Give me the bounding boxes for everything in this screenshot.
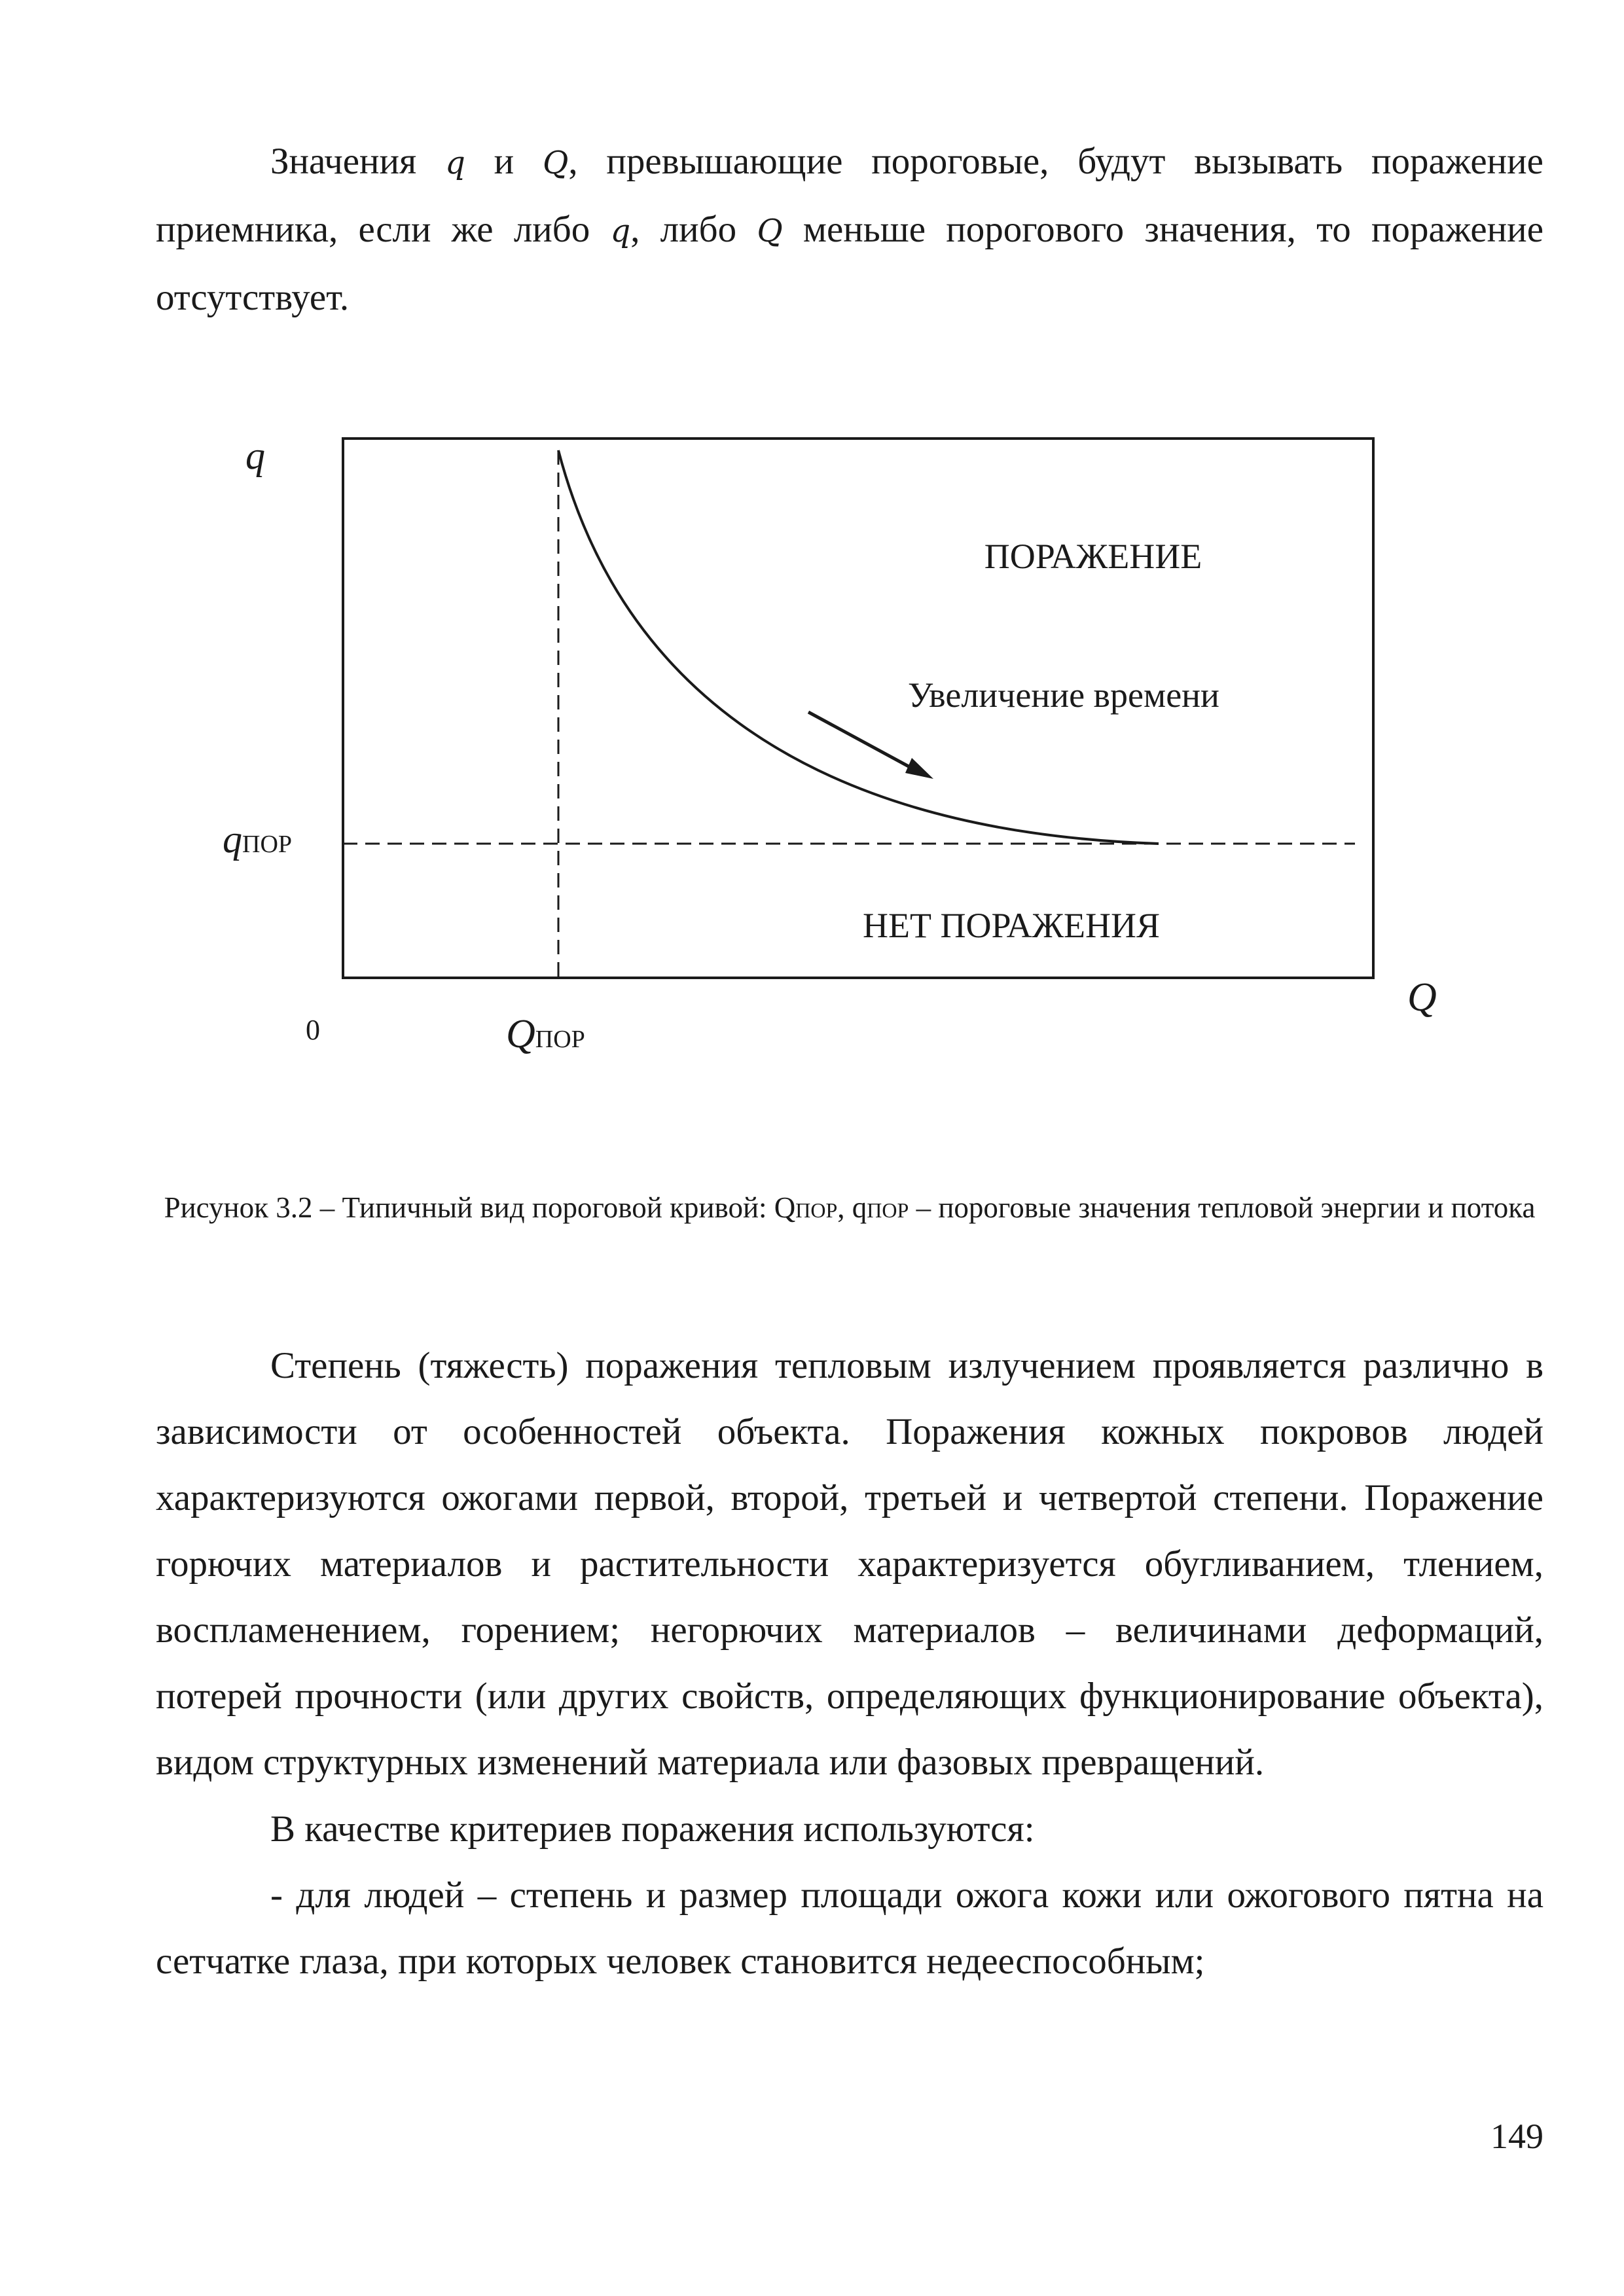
criteria-people-paragraph: - для людей – степень и размер площади ожога кожи или ожогового пятна на сетчатке глаза, при которых человек становится недееспособным; (156, 1874, 1543, 1982)
threshold-curve (558, 450, 1159, 844)
text-fragment: , либо (630, 209, 757, 250)
criteria-intro-paragraph: В качестве критериев поражения используются: (270, 1808, 1035, 1850)
q-threshold-label: qПОР (223, 817, 293, 861)
caption-text: , q (837, 1191, 867, 1224)
time-increase-label: Увеличение времени (908, 675, 1219, 715)
x-axis-label: Q (1407, 975, 1437, 1020)
text-fragment: и (465, 141, 543, 182)
text-fragment: меньше порогового значения, то поражение отсутствует. (156, 209, 1543, 318)
caption-subscript: ПОР (867, 1198, 909, 1222)
damage-severity-paragraph: Степень (тяжесть) поражения тепловым излучением проявляется различно в зависимости от особенностей объекта. Поражения кожных покровов людей характеризуются ожогами первой, второй, третьей и четвертой степени. Поражение горючих материалов и растительности характеризуется обугливанием, тлением, воспламенением, горением; негорючих материалов – величинами деформаций, потерей прочности (или других свойств, определяющих функционирование объекта), видом структурных изменений материала или фазовых превращений. (156, 1345, 1543, 1783)
time-increase-arrow (808, 712, 910, 767)
damage-region-label: ПОРАЖЕНИЕ (984, 537, 1202, 576)
page-number: 149 (1490, 2117, 1543, 2156)
figure-caption (156, 1190, 1543, 1229)
no-damage-region-label: НЕТ ПОРАЖЕНИЯ (863, 906, 1160, 945)
caption-text: – пороговые значения тепловой энергии и потока (909, 1191, 1536, 1224)
text-fragment: Значения (270, 141, 446, 182)
origin-label: 0 (306, 1014, 320, 1046)
text-fragment: , превышающие пороговые, будут вызывать поражение приемника, если же либо (156, 141, 1543, 250)
symbol-Q: Q (542, 145, 569, 181)
symbol-q: q (445, 145, 465, 181)
symbol-Q: Q (757, 213, 783, 249)
y-axis-label: q (245, 434, 265, 477)
Q-threshold-label: QПОР (506, 1012, 585, 1056)
caption-text: Рисунок 3.2 – Типичный вид пороговой кривой: Q (164, 1191, 796, 1224)
caption-subscript: ПОР (795, 1198, 838, 1222)
arrow-head (905, 758, 933, 779)
symbol-q: q (610, 213, 631, 249)
